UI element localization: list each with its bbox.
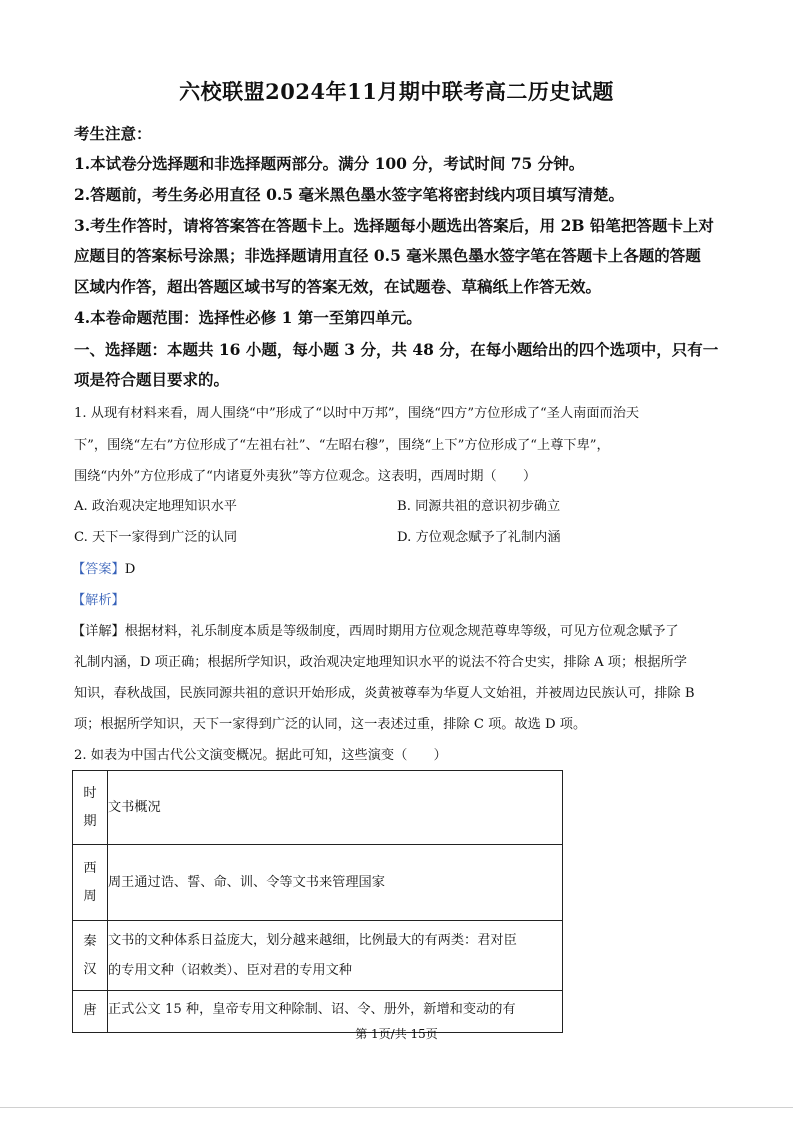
desc-line: 文书的文种体系日益庞大，划分越来越细，比例最大的有两类：君对臣 <box>108 932 517 948</box>
desc-line: 的专用文种（诏敕类）、臣对君的专用文种 <box>108 962 352 978</box>
q1-analysis-tag <box>72 589 125 608</box>
page-bottom-divider <box>0 1107 793 1108</box>
document-table <box>72 770 563 1033</box>
q2-stem: 2. 如表为中国古代公文演变概况。据此可知，这些演变（ ） <box>74 748 447 763</box>
section-heading: 一、选择题：本题共 16 小题，每小题 3 分，共 48 分，在每小题给出的四个选项中，只有一 <box>74 340 719 359</box>
q1-stem-line: 1. 从现有材料来看，周人围绕“中”形成了“以时中万邦”，围绕“四方”方位形成了“圣人南面而治天 <box>74 406 640 421</box>
detail-tag: 【详解】 <box>72 624 125 639</box>
q1-detail-line <box>72 620 679 639</box>
answer-tag: 【答案】 <box>72 562 125 577</box>
q1-detail-line: 项；根据所学知识，天下一家得到广泛的认同，这一表述过重，排除 C 项。故选 D 项。 <box>74 717 587 732</box>
period-cell <box>73 921 108 991</box>
section-heading-cont: 项是符合题目要求的。 <box>74 370 230 389</box>
period-char: 期 <box>83 813 97 829</box>
desc-line: 正式公文 15 种，皇帝专用文种除制、诏、令、册外，新增和变动的有 <box>108 1002 516 1017</box>
notice-item: 4.本卷命题范围：选择性必修 1 第一至第四单元。 <box>74 308 422 327</box>
period-char: 秦 <box>83 933 97 949</box>
q1-detail-line: 礼制内涵，D 项正确；根据所学知识，政治观决定地理知识水平的说法不符合史实，排除 A 项；根据所学 <box>74 655 687 670</box>
period-header-cell <box>73 771 108 845</box>
detail-text: 根据材料，礼乐制度本质是等级制度，西周时期用方位观念规范尊卑等级，可见方位观念赋予了 <box>124 624 679 639</box>
period-char: 周 <box>83 888 97 904</box>
page-footer: 第 1页/共 15页 <box>355 1027 438 1041</box>
q1-stem-line: 下”，围绕“左右”方位形成了“左祖右社”、“左昭右穆”，围绕“上下”方位形成了“上尊下卑”， <box>74 438 610 453</box>
q1-option-c: C. 天下一家得到广泛的认同 <box>74 530 238 545</box>
notice-item: 应题目的答案标号涂黑；非选择题请用直径 0.5 毫米黑色墨水签字笔在答题卡上各题的答题 <box>74 246 701 265</box>
desc-line: 周王通过诰、誓、命、训、令等文书来管理国家 <box>108 874 385 890</box>
q1-answer <box>72 558 135 577</box>
notice-item: 区域内作答，超出答题区域书写的答案无效，在试题卷、草稿纸上作答无效。 <box>74 277 602 296</box>
table-header-row <box>73 771 563 845</box>
notice-heading: 考生注意： <box>74 124 152 143</box>
q1-stem-line: 围绕“内外”方位形成了“内诸夏外夷狄”等方位观念。这表明，西周时期（ ） <box>74 469 537 484</box>
q1-detail-line: 知识，春秋战国，民族同源共祖的意识开始形成，炎黄被尊奉为华夏人文始祖，并被周边民族认可，排除 B <box>74 686 695 701</box>
desc-header-cell: 文书概况 <box>108 771 563 845</box>
desc-cell <box>108 845 563 921</box>
table-row <box>73 921 563 991</box>
period-char: 唐 <box>83 1003 97 1018</box>
q1-option-d: D. 方位观念赋予了礼制内涵 <box>397 530 561 545</box>
notice-item: 2.答题前，考生务必用直径 0.5 毫米黑色墨水签字笔将密封线内项目填写清楚。 <box>74 185 624 204</box>
table-row <box>73 845 563 921</box>
answer-value: D <box>124 562 136 577</box>
analysis-tag: 【解析】 <box>72 593 125 608</box>
period-char: 西 <box>83 860 97 876</box>
period-cell <box>73 845 108 921</box>
q1-option-a: A. 政治观决定地理知识水平 <box>74 499 237 514</box>
period-char: 汉 <box>83 961 97 977</box>
notice-item: 3.考生作答时，请将答案答在答题卡上。选择题每小题选出答案后，用 2B 铅笔把答题卡上对 <box>74 216 714 235</box>
period-char: 时 <box>83 785 97 801</box>
q1-option-b: B. 同源共祖的意识初步确立 <box>397 499 561 514</box>
desc-cell <box>108 921 563 991</box>
page-title: 六校联盟2024年11月期中联考高二历史试题 <box>179 79 614 104</box>
notice-item: 1.本试卷分选择题和非选择题两部分。满分 100 分，考试时间 75 分钟。 <box>74 154 585 173</box>
